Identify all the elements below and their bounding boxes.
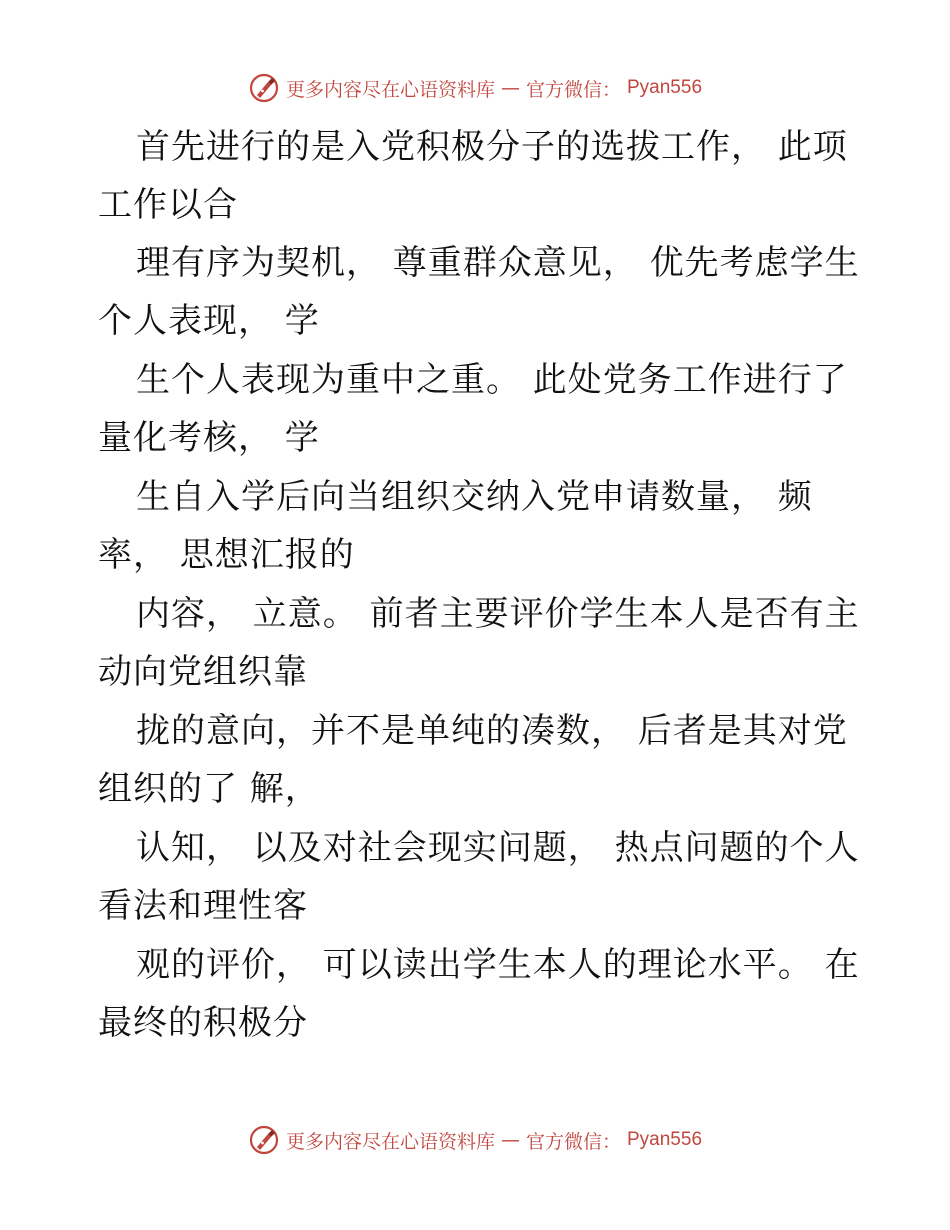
header-banner <box>0 72 950 104</box>
body-line: 率， 思想汇报的 <box>98 535 355 575</box>
banner-title: 更多内容尽在心语资料库 <box>285 78 495 101</box>
body-line: 工作以合 <box>98 185 238 225</box>
footer-banner <box>0 1124 950 1156</box>
body-line: 认知， 以及对社会现实问题， 热点问题的个人 <box>136 828 860 868</box>
body-line: 内容， 立意。 前者主要评价学生本人是否有主 <box>136 594 860 634</box>
banner-wechat-id: Pyan556 <box>627 1129 703 1150</box>
body-line: 最终的积极分 <box>98 1003 308 1043</box>
banner-separator: — <box>500 77 520 99</box>
body-line: 生个人表现为重中之重。 此处党务工作进行了 <box>136 360 848 400</box>
banner-wechat-label: 官方微信： <box>525 78 621 101</box>
body-line: 动向党组织靠 <box>98 652 308 692</box>
body-line: 首先进行的是入党积极分子的选拔工作， 此项 <box>136 127 848 167</box>
banner-separator: — <box>500 1129 520 1151</box>
body-line: 理有序为契机， 尊重群众意见， 优先考虑学生 <box>136 243 860 283</box>
body-line: 组织的了 解， <box>98 769 320 809</box>
body-line: 拢的意向，并不是单纯的凑数， 后者是其对党 <box>136 711 848 751</box>
banner-wechat-id: Pyan556 <box>627 77 703 98</box>
pen-nib-logo-icon <box>248 72 280 104</box>
body-line: 观的评价， 可以读出学生本人的理论水平。 在 <box>136 945 860 985</box>
body-line: 个人表现， 学 <box>98 301 320 341</box>
body-line: 生自入学后向当组织交纳入党申请数量， 频 <box>136 477 813 517</box>
body-line: 看法和理性客 <box>98 886 308 926</box>
banner-title: 更多内容尽在心语资料库 <box>285 1130 495 1153</box>
pen-nib-logo-icon <box>248 1124 280 1156</box>
body-line: 量化考核， 学 <box>98 418 320 458</box>
banner-wechat-label: 官方微信： <box>525 1130 621 1153</box>
